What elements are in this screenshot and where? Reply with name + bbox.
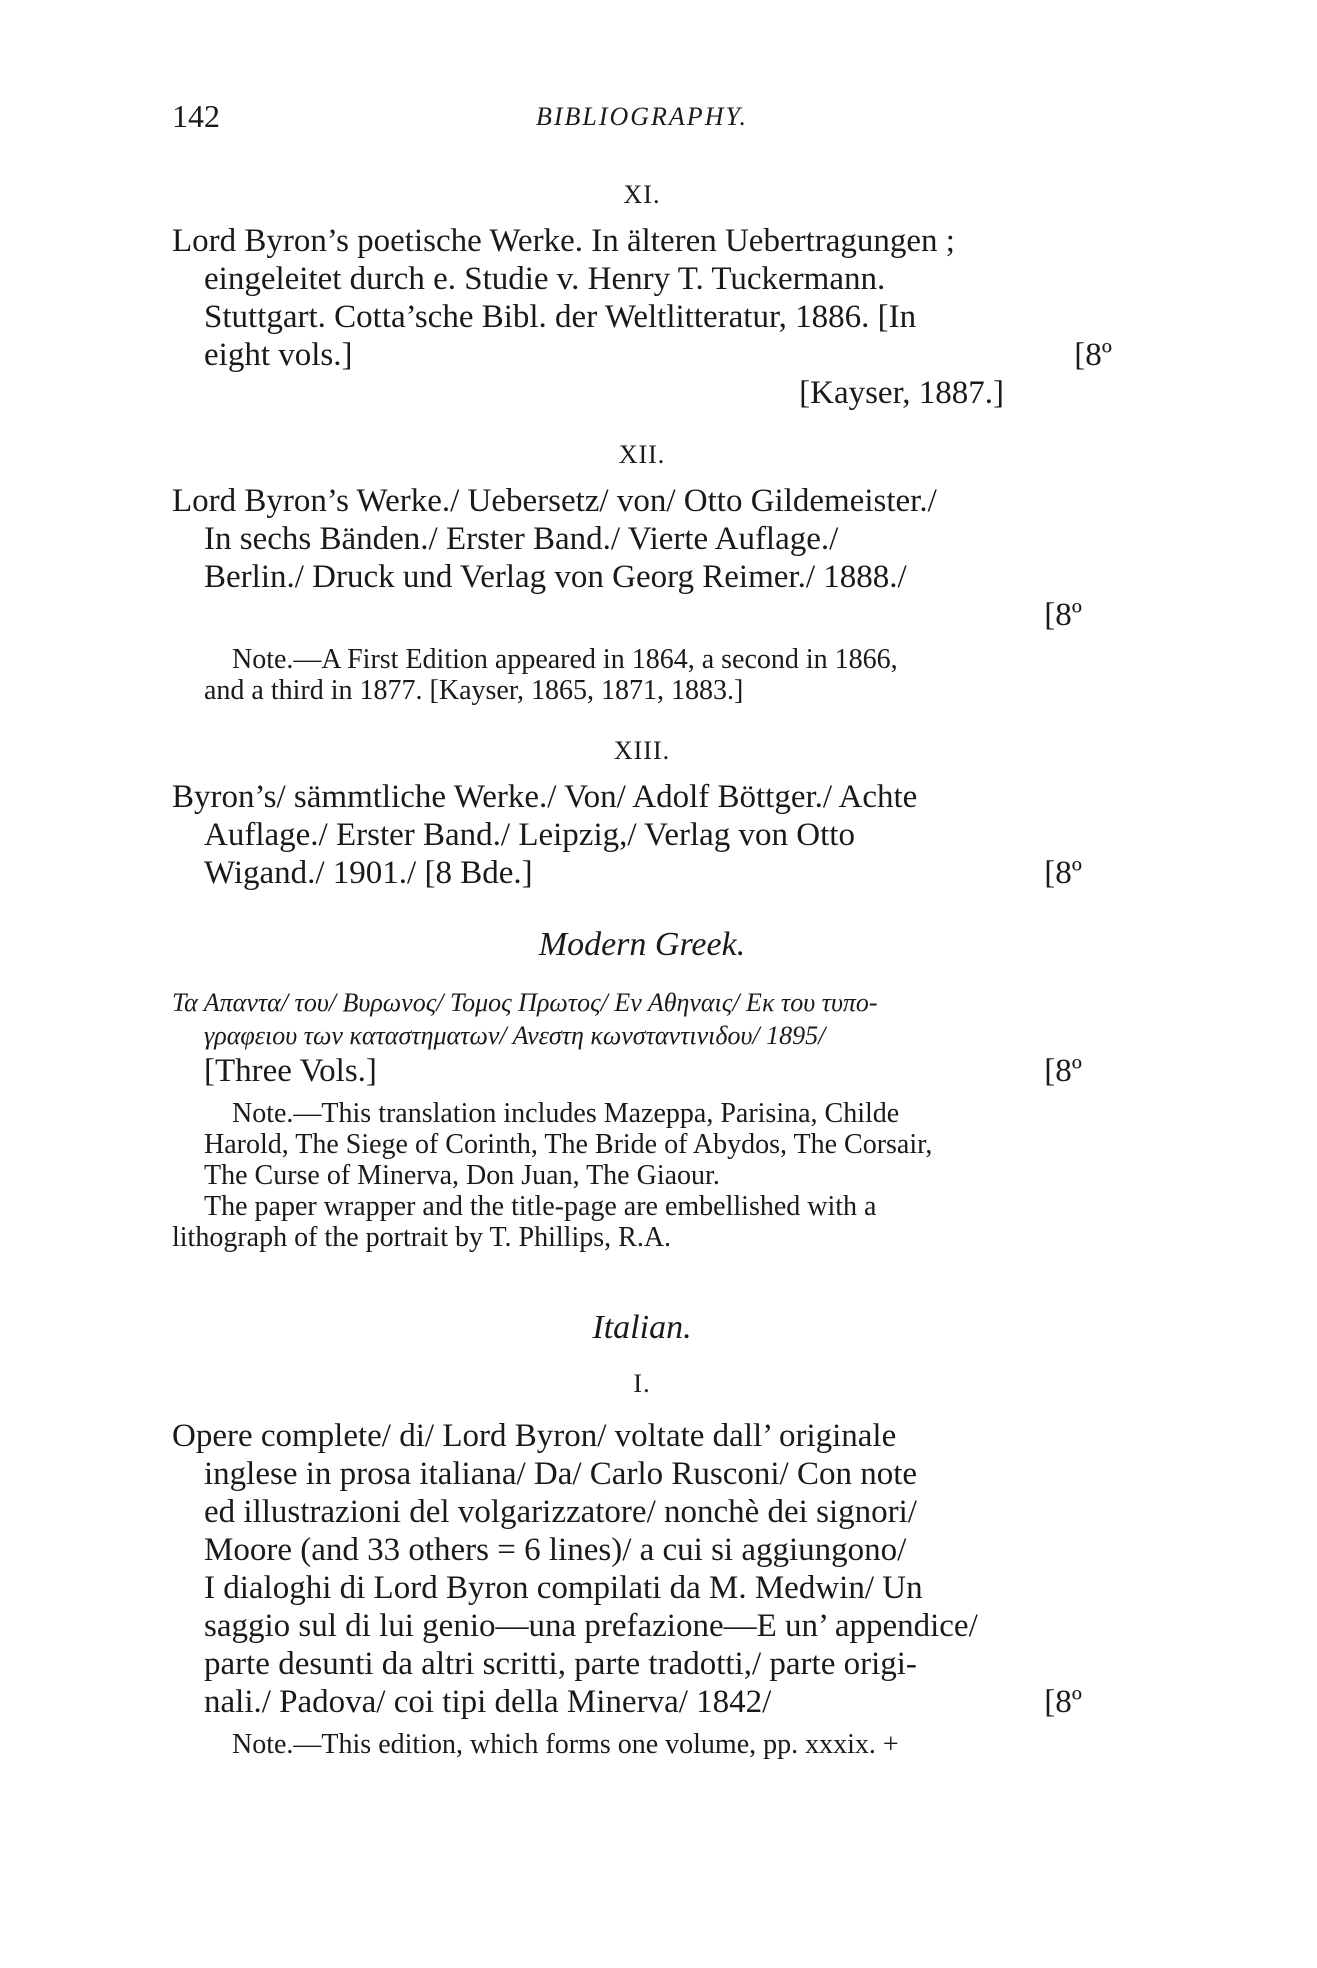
note-line: lithograph of the portrait by T. Phillips, R.A. xyxy=(172,1222,672,1253)
note-xii xyxy=(172,644,1112,706)
note-modern-greek xyxy=(172,1098,1112,1253)
entry-line xyxy=(172,1052,1112,1090)
entry-line xyxy=(172,336,1112,374)
entry-xii xyxy=(172,482,1112,634)
entry-line: I dialoghi di Lord Byron compilati da M. Medwin/ Un xyxy=(204,1570,923,1606)
entry-line: Opere complete/ di/ Lord Byron/ voltate dall’ originale xyxy=(172,1418,897,1454)
entry-line: Byron’s/ sämmtliche Werke./ Von/ Adolf Böttger./ Achte xyxy=(172,779,918,815)
format-mark: [8º xyxy=(1044,1053,1082,1089)
entry-line: Τα Απαντα/ του/ Βυρωνος/ Τομος Πρωτος/ Εν Αθηναις/ Εκ του τυπο- xyxy=(172,988,878,1017)
entry-line: eingeleitet durch e. Studie v. Henry T. Tuckermann. xyxy=(204,261,886,297)
greek-title xyxy=(172,986,1112,1052)
entry-line: inglese in prosa italiana/ Da/ Carlo Rusconi/ Con note xyxy=(204,1456,918,1492)
entry-line: saggio sul di lui genio—una prefazione—E un’ appendice/ xyxy=(204,1608,978,1644)
entry-number-xi: XI. xyxy=(623,180,661,209)
reference: [Kayser, 1887.] xyxy=(799,375,1004,411)
running-head xyxy=(172,98,1112,138)
page-body xyxy=(172,180,1112,1790)
entry-line xyxy=(172,1683,1112,1721)
entry-line-text: eight vols.] xyxy=(204,337,353,373)
entry-line: Lord Byron’s Werke./ Uebersetz/ von/ Otto Gildemeister./ xyxy=(172,483,937,519)
entry-line: parte desunti da altri scritti, parte tradotti,/ parte origi- xyxy=(204,1646,917,1682)
entry-line: Berlin./ Druck und Verlag von Georg Reimer./ 1888./ xyxy=(204,559,907,595)
format-mark: [8º xyxy=(1044,1684,1082,1720)
entry-xi xyxy=(172,222,1112,412)
entry-line: Moore (and 33 others = 6 lines)/ a cui si aggiungono/ xyxy=(204,1532,907,1568)
format-mark: [8º xyxy=(1044,855,1082,891)
entry-line: Lord Byron’s poetische Werke. In älteren Uebertragungen ; xyxy=(172,223,955,259)
entry-number-italian-i: I. xyxy=(633,1369,651,1398)
entry-line: In sechs Bänden./ Erster Band./ Vierte Auflage./ xyxy=(204,521,839,557)
entry-italian-i xyxy=(172,1417,1112,1721)
note-line: The Curse of Minerva, Don Juan, The Giaour. xyxy=(204,1160,720,1191)
format-mark: [8º xyxy=(1074,337,1112,373)
note-line: Note.—A First Edition appeared in 1864, a second in 1866, xyxy=(232,644,898,675)
entry-line: Auflage./ Erster Band./ Leipzig,/ Verlag von Otto xyxy=(204,817,855,853)
entry-line: ed illustrazioni del volgarizzatore/ nonchè dei signori/ xyxy=(204,1494,917,1530)
note-line: Note.—This translation includes Mazeppa, Parisina, Childe xyxy=(232,1098,900,1129)
entry-modern-greek xyxy=(172,986,1112,1090)
entry-line xyxy=(172,854,1112,892)
entry-line-text: Wigand./ 1901./ [8 Bde.] xyxy=(204,855,533,891)
note-line: Note.—This edition, which forms one volume, pp. xxxix. + xyxy=(232,1729,899,1760)
entry-line-text: [Three Vols.] xyxy=(204,1053,377,1089)
entry-number-xii: XII. xyxy=(618,440,666,469)
format-mark: [8º xyxy=(1044,597,1082,633)
entry-line: Stuttgart. Cotta’sche Bibl. der Weltlitteratur, 1886. [In xyxy=(204,299,917,335)
page-number: 142 xyxy=(172,98,220,134)
entry-number-xiii: XIII. xyxy=(613,736,671,765)
entry-line: γραφειου των καταστηματων/ Ανεστη κωνσταντινιδου/ 1895/ xyxy=(204,1021,826,1050)
note-line: and a third in 1877. [Kayser, 1865, 1871, 1883.] xyxy=(204,675,744,706)
note-line: The paper wrapper and the title-page are embellished with a xyxy=(204,1191,877,1222)
section-heading-modern-greek: Modern Greek. xyxy=(538,926,746,963)
entry-xiii xyxy=(172,778,1112,892)
note-italian-i xyxy=(172,1729,1112,1760)
section-heading-italian: Italian. xyxy=(592,1309,692,1346)
running-title: BIBLIOGRAPHY. xyxy=(535,102,749,131)
entry-line-text: nali./ Padova/ coi tipi della Minerva/ 1842/ xyxy=(204,1684,772,1720)
note-line: Harold, The Siege of Corinth, The Bride of Abydos, The Corsair, xyxy=(204,1129,933,1160)
